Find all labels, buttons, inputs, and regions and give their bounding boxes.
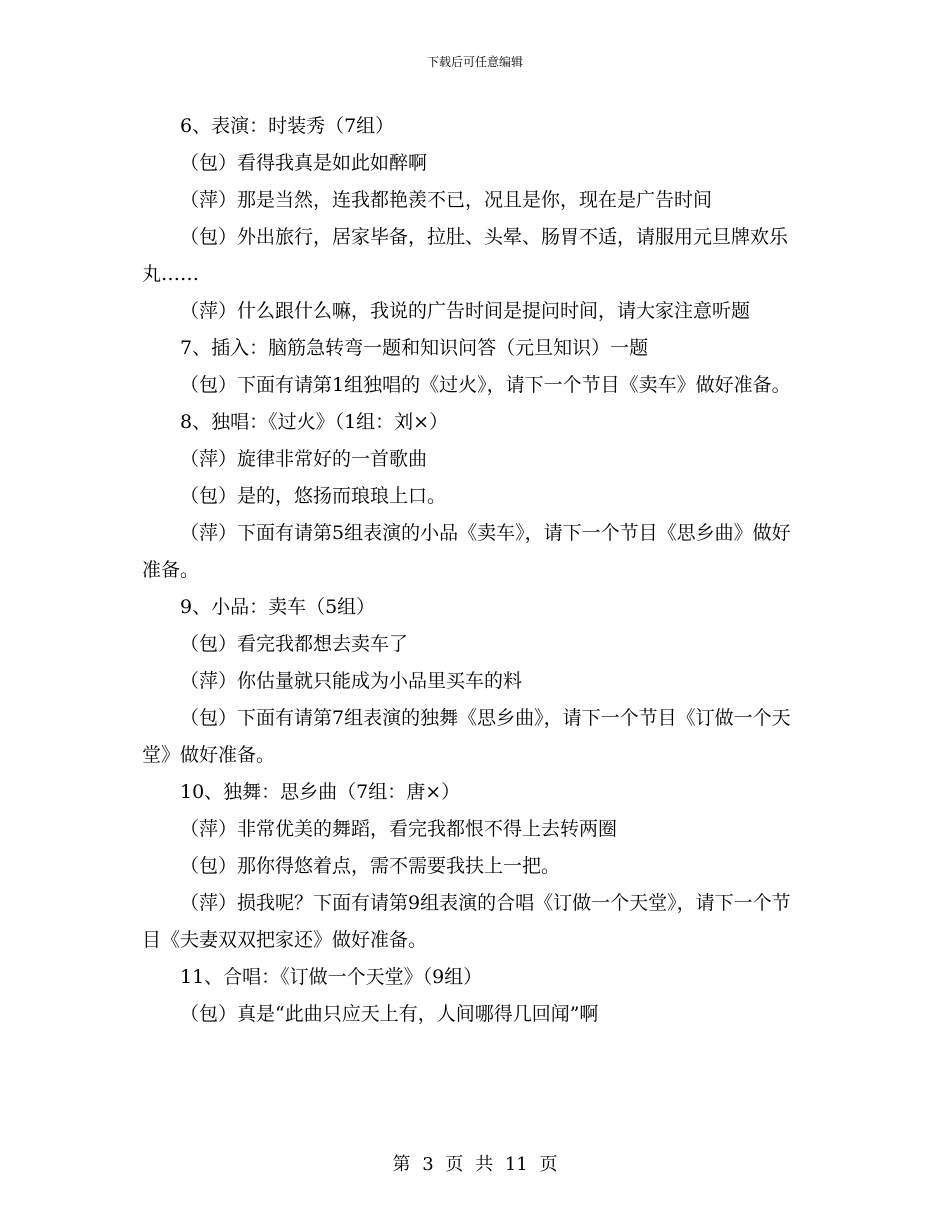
paragraph: （萍）下面有请第5组表演的小品《卖车》，请下一个节目《思乡曲》做好准备。 <box>142 522 791 581</box>
paragraph: 7、插入：脑筋急转弯一题和知识问答（元旦知识）一题 <box>180 337 649 359</box>
paragraph: 6、表演：时装秀（7组） <box>180 115 395 137</box>
paragraph: （包）看完我都想去卖车了 <box>180 633 409 655</box>
paragraph: （包）那你得悠着点，需不需要我扶上一把。 <box>180 855 561 877</box>
paragraph: （包）外出旅行，居家毕备，拉肚、头晕、肠胃不适，请服用元旦牌欢乐丸…… <box>142 226 789 285</box>
paragraph: （萍）损我呢？下面有请第9组表演的合唱《订做一个天堂》，请下一个节目《夫妻双双把家还》做好准备。 <box>142 892 791 951</box>
paragraph: （萍）你估量就只能成为小品里买车的料 <box>180 670 523 692</box>
paragraph: （萍）旋律非常好的一首歌曲 <box>180 448 428 470</box>
document-body <box>142 108 804 1033</box>
paragraph: （包）下面有请第1组独唱的《过火》，请下一个节目《卖车》做好准备。 <box>180 374 791 396</box>
paragraph: （包）是的，悠扬而琅琅上口。 <box>180 485 447 507</box>
paragraph: （包）看得我真是如此如醉啊 <box>180 152 428 174</box>
paragraph: （萍）非常优美的舞蹈，看完我都恨不得上去转两圈 <box>180 818 618 840</box>
page-footer: 第 3 页 共 11 页 <box>392 1154 558 1175</box>
page-header: 下载后可任意编辑 <box>426 55 523 69</box>
paragraph: 11、合唱：《订做一个天堂》（9组） <box>180 966 483 988</box>
paragraph: 8、独唱：《过火》（1组：刘×） <box>180 411 449 433</box>
paragraph: 9、小品：卖车（5组） <box>180 596 376 618</box>
paragraph: 10、独舞：思乡曲（7组：唐×） <box>180 781 461 803</box>
paragraph: （包）下面有请第7组表演的独舞《思乡曲》，请下一个节目《订做一个天堂》做好准备。 <box>142 707 791 766</box>
paragraph: （萍）那是当然，连我都艳羡不已，况且是你，现在是广告时间 <box>180 189 713 211</box>
paragraph: （包）真是“此曲只应天上有，人间哪得几回闻”啊 <box>180 1003 599 1025</box>
paragraph: （萍）什么跟什么嘛，我说的广告时间是提问时间，请大家注意听题 <box>180 300 751 322</box>
